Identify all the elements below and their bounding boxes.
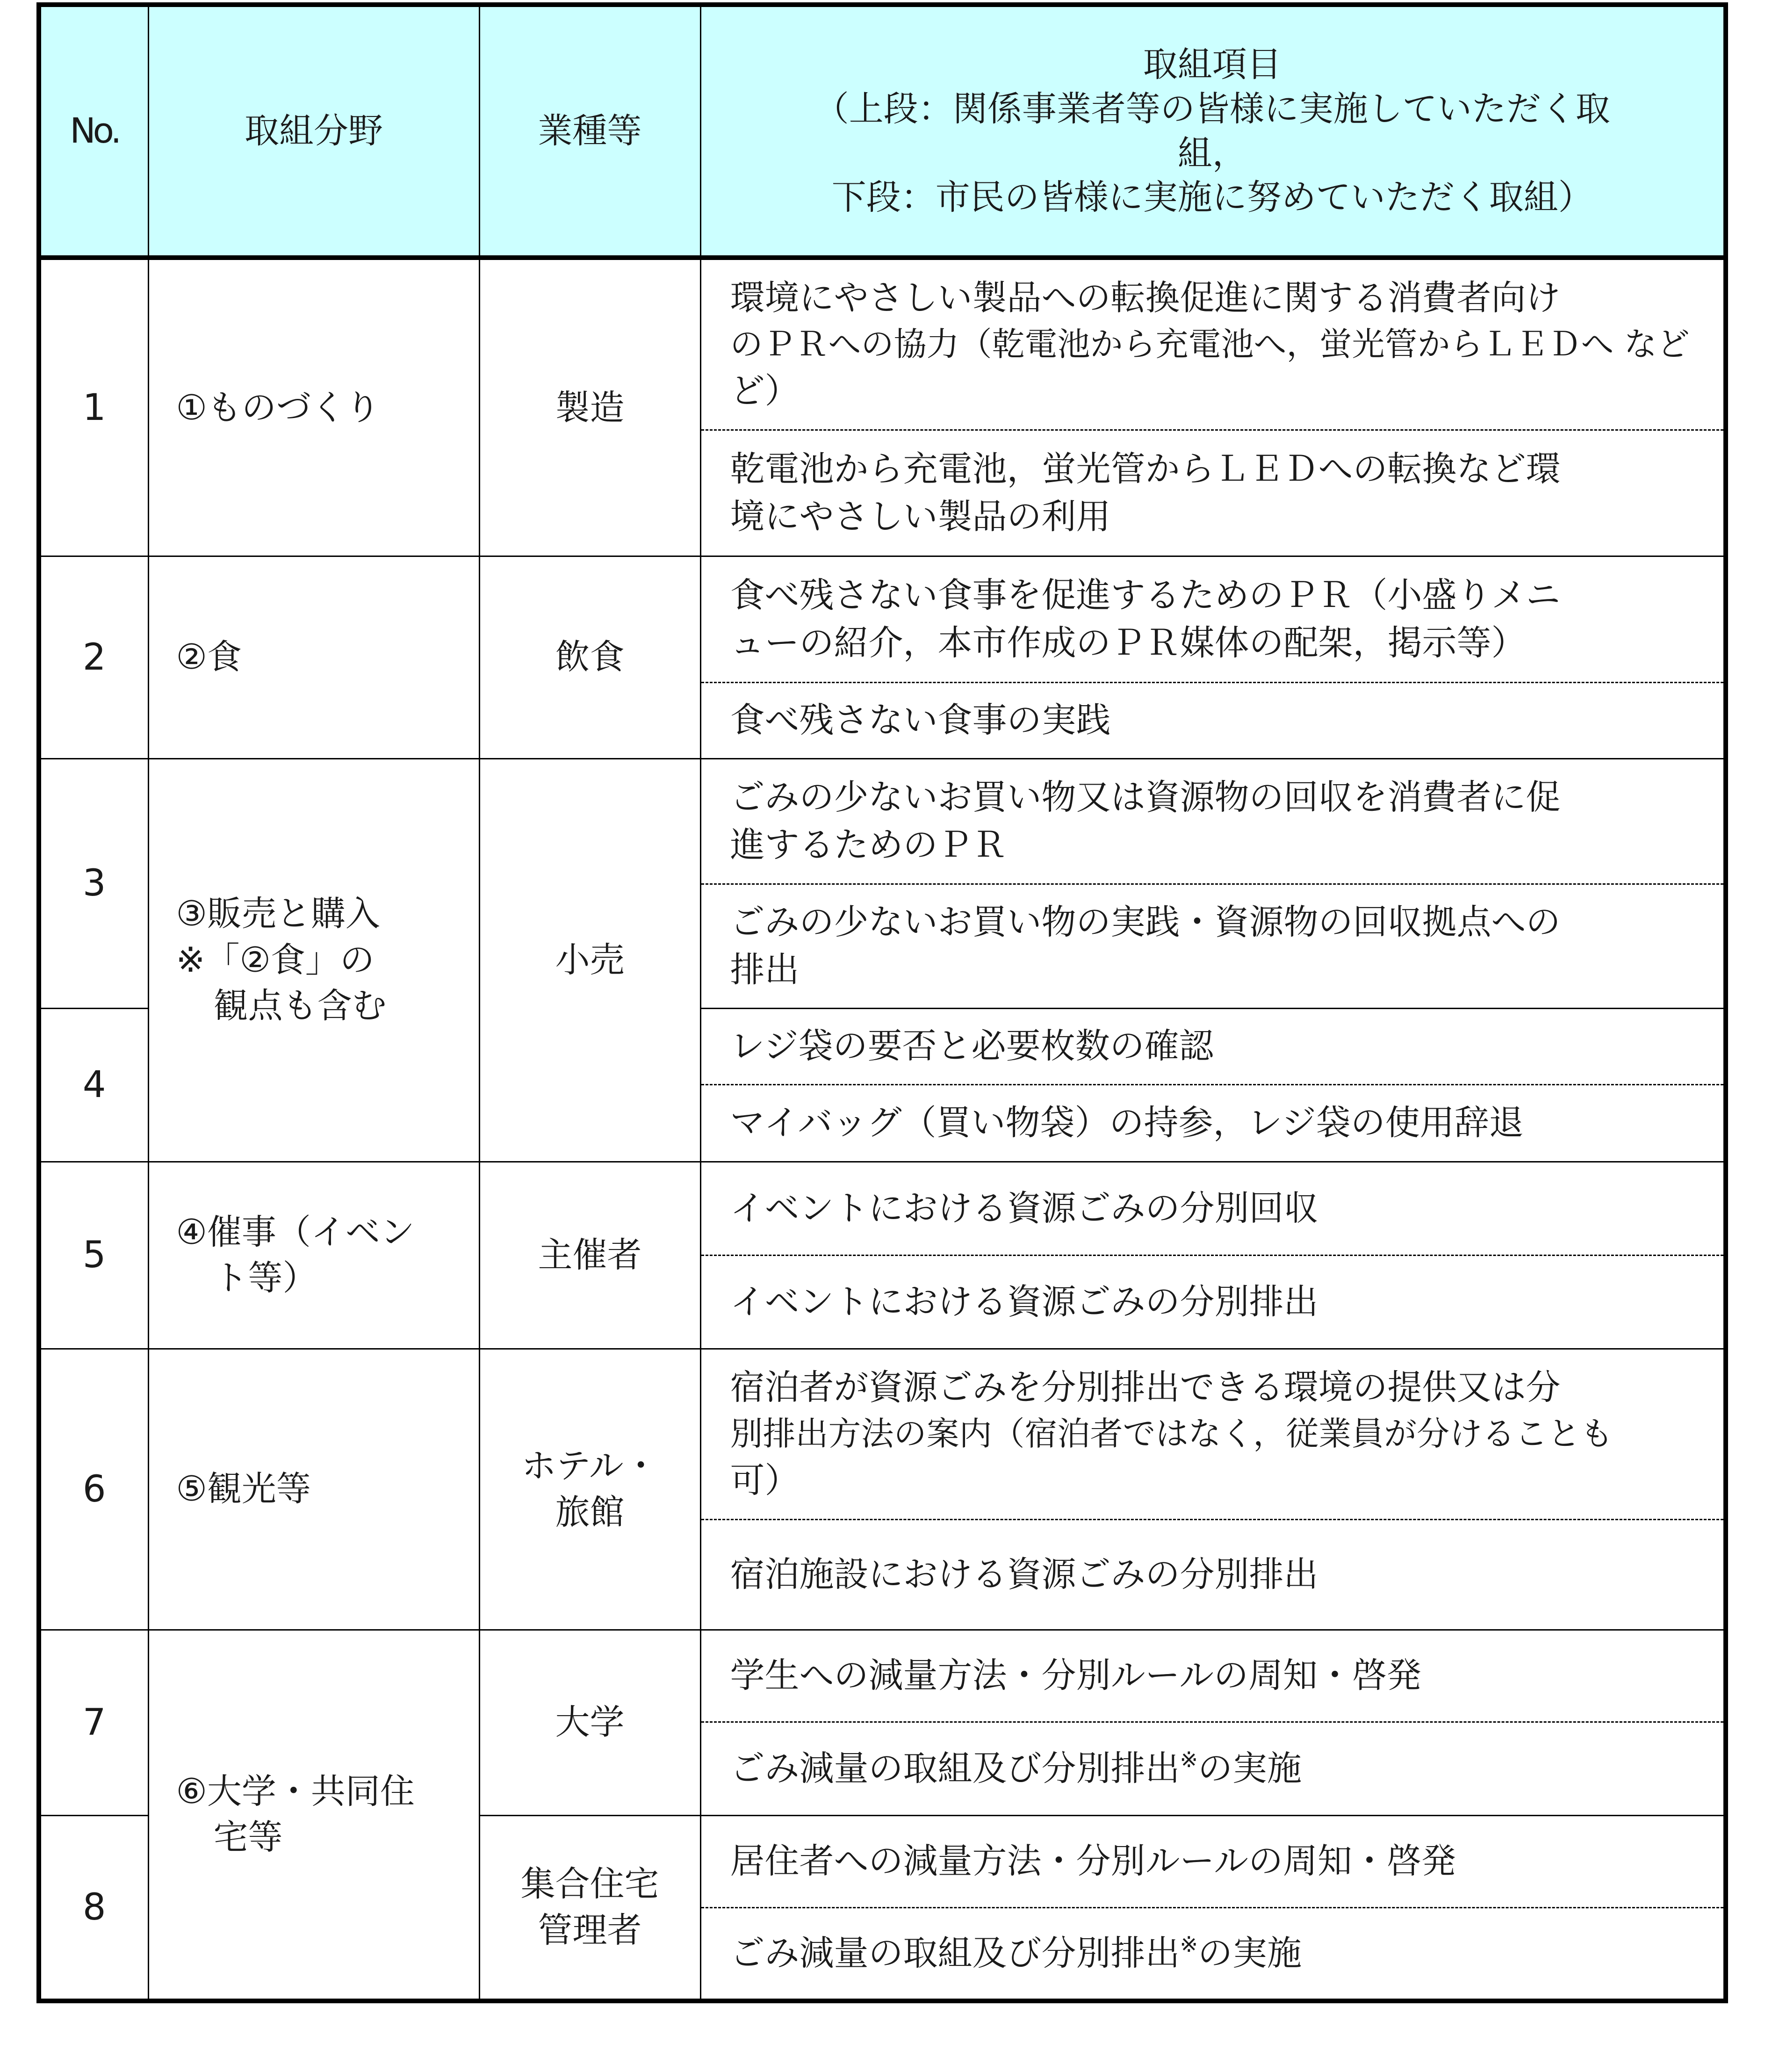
type-line: 集合住宅 [520, 1864, 659, 1905]
item-line: 別排出方法の案内（宿泊者ではなく，従業員が分けることも [730, 1415, 1614, 1453]
type-line: 旅館 [555, 1492, 625, 1532]
table-row [39, 556, 1726, 682]
header-type: 業種等 [479, 5, 700, 258]
field-cell: ⑤観光等 [148, 1349, 479, 1630]
type-cell [479, 1349, 700, 1630]
type-cell: 主催者 [479, 1162, 700, 1349]
citizen-initiative [700, 1519, 1726, 1630]
table-row [39, 1162, 1726, 1255]
item-line: レジ袋の要否と必要枚数の確認 [730, 1026, 1214, 1067]
field-line: 宅等 [213, 1817, 283, 1858]
row-number: 5 [39, 1162, 148, 1349]
row-number: 7 [39, 1630, 148, 1815]
row-number: 8 [39, 1815, 148, 2001]
header-item-line: （上段：関係事業者等の皆様に実施していただく取 [814, 88, 1610, 129]
header-field: 取組分野 [148, 5, 479, 258]
header-item [700, 5, 1726, 258]
header-item-line: 取組項目 [1143, 44, 1282, 85]
citizen-initiative [700, 682, 1726, 758]
item-text: の実施 [1198, 1933, 1302, 1974]
item-line: 可） [730, 1460, 800, 1501]
business-initiative [700, 1630, 1726, 1722]
initiatives-table [36, 2, 1728, 2003]
table-row [39, 758, 1726, 884]
citizen-initiative [700, 1907, 1726, 2001]
field-line: 観点も含む [213, 986, 387, 1026]
field-line: ※「②食」の [176, 939, 375, 980]
item-line: ど） [730, 371, 800, 412]
item-line: ごみの少ないお買い物又は資源物の回収を消費者に促 [730, 777, 1561, 817]
field-cell: ②食 [148, 556, 479, 758]
row-number: 1 [39, 258, 148, 556]
citizen-initiative [700, 1722, 1726, 1815]
type-line: ホテル・ [521, 1446, 658, 1487]
item-line: 環境にやさしい製品への転換促進に関する消費者向け [730, 278, 1561, 318]
header-row [39, 5, 1726, 258]
header-item-line: 下段：市民の皆様に実施に努めていただく取組） [831, 177, 1593, 218]
table-row [39, 258, 1726, 430]
business-initiative [700, 1349, 1726, 1519]
type-line: 管理者 [538, 1910, 642, 1950]
type-cell: 小売 [479, 758, 700, 1162]
business-initiative [700, 1008, 1726, 1084]
item-line: 食べ残さない食事を促進するためのＰＲ（小盛りメニ [730, 575, 1561, 615]
field-line: ⑥大学・共同住 [176, 1771, 415, 1812]
row-number: 3 [39, 758, 148, 1008]
item-line: イベントにおける資源ごみの分別回収 [730, 1188, 1318, 1228]
item-text: ごみ減量の取組及び分別排出 [730, 1748, 1180, 1789]
business-initiative [700, 1162, 1726, 1255]
item-line: 宿泊施設における資源ごみの分別排出 [730, 1554, 1318, 1595]
header-no: No. [39, 5, 148, 258]
citizen-initiative [700, 884, 1726, 1008]
citizen-initiative [700, 1255, 1726, 1349]
header-item-line: 組， [1177, 133, 1247, 173]
item-line [730, 1745, 1696, 1792]
citizen-initiative [700, 430, 1726, 556]
item-line: のＰＲへの協力（乾電池から充電池へ，蛍光管からＬＥＤへ など [730, 325, 1690, 364]
item-line: 学生への減量方法・分別ルールの周知・啓発 [730, 1655, 1422, 1696]
field-line: ④催事（イベン [176, 1212, 415, 1252]
item-line: 食べ残さない食事の実践 [730, 700, 1111, 741]
footnote-mark: ※ [1180, 1747, 1198, 1772]
footnote-mark: ※ [1180, 1932, 1198, 1957]
item-line: 宿泊者が資源ごみを分別排出できる環境の提供又は分 [730, 1367, 1561, 1408]
item-line: マイバッグ（買い物袋）の持参，レジ袋の使用辞退 [730, 1103, 1524, 1143]
field-cell [148, 1162, 479, 1349]
type-cell: 製造 [479, 258, 700, 556]
field-line: ③販売と購入 [176, 894, 380, 934]
item-text: の実施 [1198, 1748, 1302, 1789]
item-line: 境にやさしい製品の利用 [730, 497, 1111, 537]
item-line: 乾電池から充電池，蛍光管からＬＥＤへの転換など環 [730, 448, 1561, 489]
field-line: ト等） [213, 1258, 317, 1298]
item-line: 居住者への減量方法・分別ルールの周知・啓発 [730, 1841, 1456, 1882]
item-line: 排出 [730, 950, 800, 990]
item-line: 進するためのＰＲ [730, 825, 1007, 865]
field-cell: ①ものづくり [148, 258, 479, 556]
row-number: 4 [39, 1008, 148, 1162]
business-initiative [700, 1815, 1726, 1907]
item-line [730, 1929, 1696, 1977]
citizen-initiative [700, 1084, 1726, 1162]
type-cell: 飲食 [479, 556, 700, 758]
row-number: 2 [39, 556, 148, 758]
business-initiative [700, 758, 1726, 884]
business-initiative [700, 258, 1726, 430]
row-number: 6 [39, 1349, 148, 1630]
type-cell: 大学 [479, 1630, 700, 1815]
field-cell [148, 758, 479, 1162]
item-text: ごみ減量の取組及び分別排出 [730, 1933, 1180, 1974]
table-row [39, 1630, 1726, 1722]
business-initiative [700, 556, 1726, 682]
item-line: イベントにおける資源ごみの分別排出 [730, 1281, 1318, 1322]
type-cell [479, 1815, 700, 2001]
item-line: ューの紹介，本市作成のＰＲ媒体の配架，掲示等） [730, 623, 1526, 663]
item-line: ごみの少ないお買い物の実践・資源物の回収拠点への [730, 902, 1561, 942]
table-row [39, 1349, 1726, 1519]
field-cell [148, 1630, 479, 2001]
